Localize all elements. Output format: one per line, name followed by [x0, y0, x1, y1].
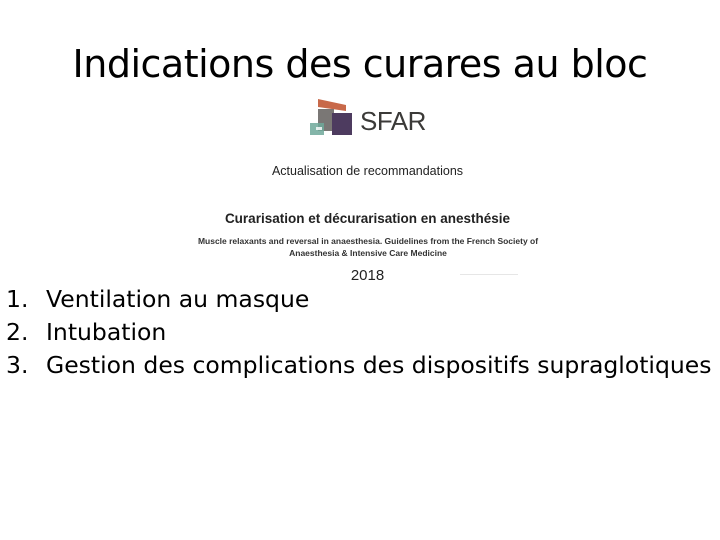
guideline-english-title-line1: Muscle relaxants and reversal in anaesthesia. Guidelines from the French Society of: [197, 236, 539, 246]
list-item-text: Ventilation au masque: [46, 285, 310, 313]
sfar-logo: [306, 97, 436, 141]
slide-title: Indications des curares au bloc: [72, 42, 648, 86]
guideline-english-title-line2: Anaesthesia & Intensive Care Medicine: [289, 248, 447, 258]
list-item-number: 3.: [6, 351, 29, 379]
list-item: [0, 349, 711, 382]
list-item-number: 2.: [6, 318, 29, 346]
list-item-number: 1.: [6, 285, 29, 313]
guideline-title: Curarisation et décurarisation en anesthésie: [224, 211, 511, 226]
list-item-text: Intubation: [46, 318, 167, 346]
list-item: [0, 283, 711, 316]
guideline-english-title: [178, 235, 558, 259]
indications-list: [0, 283, 711, 382]
recommendation-subtitle: Actualisation de recommandations: [271, 164, 464, 178]
list-item-text: Gestion des complications des dispositifs supraglotiques: [46, 351, 712, 379]
sfar-logo-icon: [306, 97, 356, 141]
divider: [460, 274, 518, 275]
sfar-logo-text: SFAR: [360, 106, 426, 136]
list-item: [0, 316, 711, 349]
guideline-year: 2018: [350, 267, 385, 284]
